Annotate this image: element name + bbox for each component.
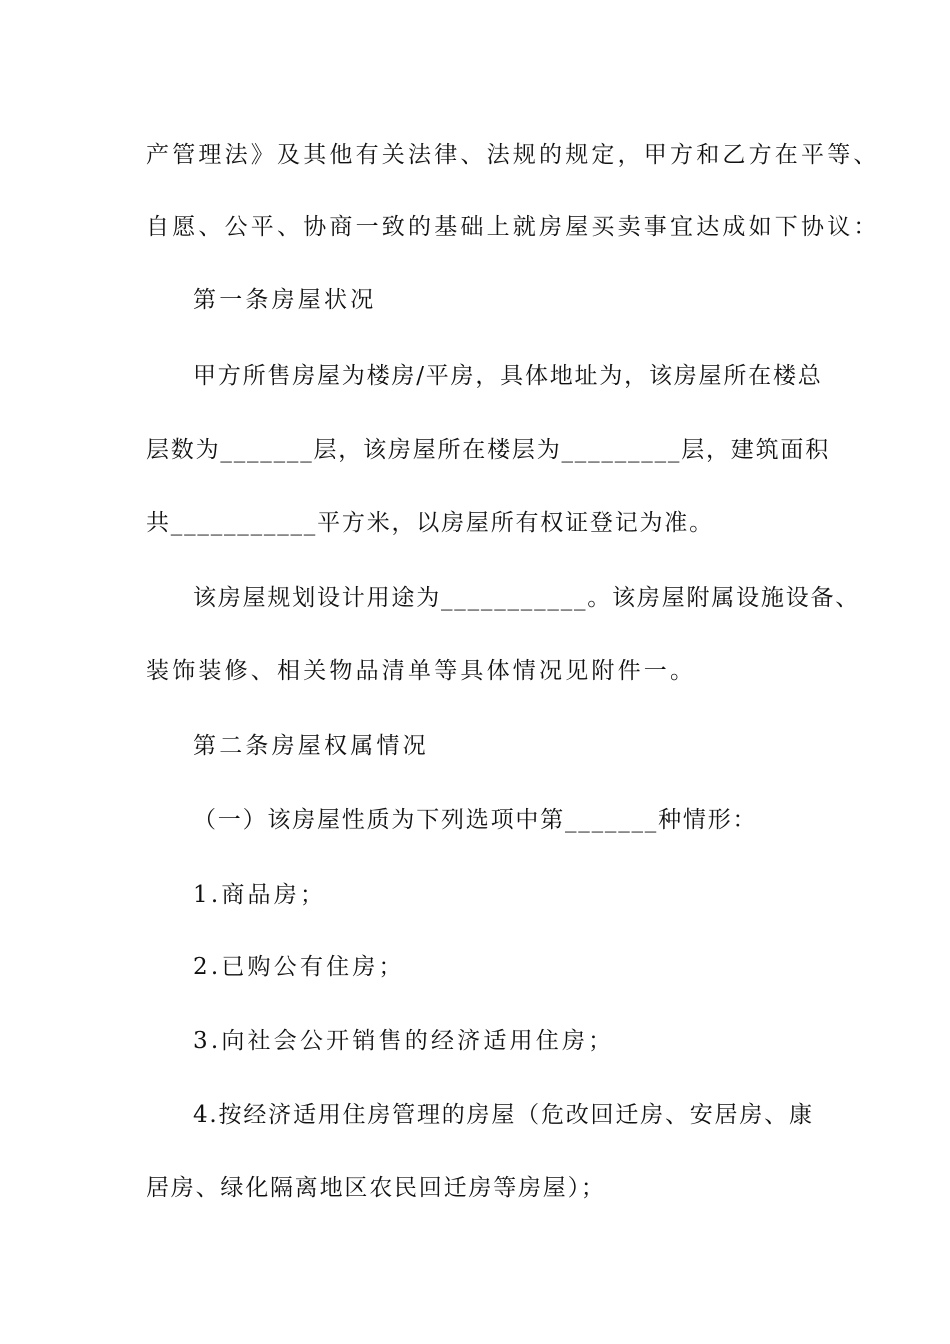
list-item: 3.向社会公开销售的经济适用住房； xyxy=(193,1028,615,1054)
list-item: 1.商品房； xyxy=(193,882,327,908)
list-item: 2.已购公有住房； xyxy=(193,954,405,980)
section-heading: 第一条房屋状况 xyxy=(193,287,377,313)
paragraph-line: 层数为_______层，该房屋所在楼层为_________层，建筑面积 xyxy=(146,437,830,463)
section-heading: 第二条房屋权属情况 xyxy=(193,733,429,759)
paragraph-line: 产管理法》及其他有关法律、法规的规定，甲方和乙方在平等、 xyxy=(146,142,880,168)
list-item: 4.按经济适用住房管理的房屋（危改回迁房、安居房、康 xyxy=(193,1102,814,1128)
paragraph-line: 共___________平方米，以房屋所有权证登记为准。 xyxy=(146,510,714,536)
paragraph-line: 自愿、公平、协商一致的基础上就房屋买卖事宜达成如下协议： xyxy=(146,214,880,240)
paragraph-line: 居房、绿化隔离地区农民回迁房等房屋）； xyxy=(146,1175,606,1201)
paragraph-line: 装饰装修、相关物品清单等具体情况见附件一。 xyxy=(146,658,697,684)
paragraph-line: （一）该房屋性质为下列选项中第_______种情形： xyxy=(193,807,758,833)
paragraph-line: 甲方所售房屋为楼房/平房，具体地址为，该房屋所在楼总 xyxy=(193,363,823,389)
paragraph-line: 该房屋规划设计用途为___________。该房屋附属设施设备、 xyxy=(193,585,861,611)
